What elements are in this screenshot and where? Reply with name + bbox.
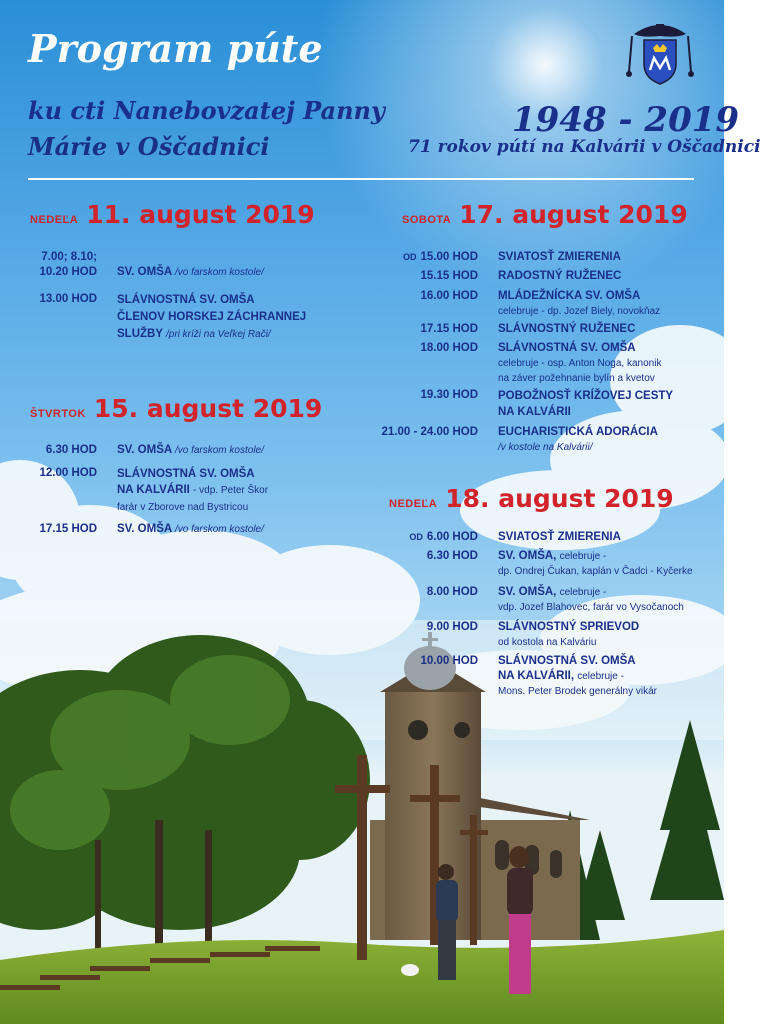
entry-time: 7.00; 8.10; 10.20 HOD (39, 251, 97, 278)
entry-time: 12.00 HOD (39, 467, 97, 479)
entry-title: RADOSTNÝ RUŽENEC (498, 270, 622, 282)
entry-title: SVIATOSŤ ZMIERENIA (498, 531, 621, 543)
day-date: 11. august 2019 (86, 200, 315, 229)
day-date: 18. august 2019 (445, 484, 674, 513)
entry-time: 13.00 HOD (39, 293, 97, 305)
entry-time: 16.00 HOD (420, 290, 478, 302)
entry-title: SLÁVNOSTNÁ SV. OMŠA NA KALVÁRII, celebruje - Mons. Peter Brodek generálny vikár (498, 655, 657, 697)
entry-title: SLÁVNOSTNÁ SV. OMŠA NA KALVÁRII - vdp. Peter Škor farár v Zborove nad Bystricou (117, 468, 269, 513)
entry-time: 19.30 HOD (420, 389, 478, 401)
poster-title: Program púte (28, 26, 323, 71)
entry-title: MLÁDEŽNÍCKA SV. OMŠA celebruje - dp. Jozef Biely, novokňaz (498, 290, 661, 317)
years-range: 1948 - 2019 (512, 100, 740, 140)
entry-title: SLÁVNOSTNÝ SPRIEVOD od kostola na Kalváriu (498, 621, 640, 648)
subtitle-line-1: ku cti Nanebovzatej Panny (28, 96, 385, 125)
entry-time: 6.30 HOD (45, 444, 97, 456)
anniversary-text: 71 rokov pútí na Kalvárii v Oščadnici (408, 137, 761, 157)
day-heading (402, 200, 688, 229)
entry-title: POBOŽNOSŤ KRÍŽOVEJ CESTY NA KALVÁRII (498, 390, 674, 418)
entry-time: 9.00 HOD (426, 621, 478, 633)
day-heading (30, 200, 315, 229)
coat-of-arms-icon (626, 20, 694, 86)
entry-title: SV. OMŠA, celebruje - vdp. Jozef Blahovec, farár vo Vysočanoch (498, 586, 684, 613)
entry-time: 17.15 HOD (420, 323, 478, 335)
entry-title: SV. OMŠA /vo farskom kostole/ (117, 444, 264, 456)
entry-title: EUCHARISTICKÁ ADORÁCIA /v kostole na Kalvárii/ (498, 426, 658, 453)
entry-time: 15.15 HOD (420, 270, 478, 282)
day-date: 17. august 2019 (459, 200, 688, 229)
entry-title: SV. OMŠA, celebruje - dp. Ondrej Čukan, kaplán v Čadci - Kyčerke (498, 550, 693, 577)
entry-title: SLÁVNOSTNÁ SV. OMŠA celebruje - osp. Anton Noga, kanonik na záver požehnanie bylín a kvetov (498, 342, 662, 384)
entry-time: 8.00 HOD (426, 586, 478, 598)
subtitle-line-2: Márie v Oščadnici (28, 132, 270, 161)
entry-title: SV. OMŠA /vo farskom kostole/ (117, 266, 264, 278)
day-date: 15. august 2019 (93, 394, 323, 423)
day-name: ŠTVRTOK (30, 408, 86, 420)
entry-title: SVIATOSŤ ZMIERENIA (498, 251, 621, 263)
entry-time: 18.00 HOD (420, 342, 478, 354)
day-heading (30, 394, 322, 423)
day-name: NEDEĽA (30, 214, 79, 226)
day-name: NEDEĽA (389, 498, 438, 510)
entry-time: 21.00 - 24.00 HOD (381, 426, 478, 438)
entry-time: 6.30 HOD (426, 550, 478, 562)
entry-title: SV. OMŠA /vo farskom kostole/ (117, 523, 264, 535)
day-heading (389, 484, 674, 513)
entry-time: 17.15 HOD (39, 523, 97, 535)
entry-time: OD 15.00 HOD (402, 251, 478, 263)
header-divider (28, 178, 694, 180)
entry-time: OD 6.00 HOD (409, 531, 478, 543)
entry-title: SLÁVNOSTNÁ SV. OMŠA ČLENOV HORSKEJ ZÁCHRANNEJ SLUŽBY /pri kríži na Veľkej Rači/ (117, 294, 307, 340)
day-name: SOBOTA (402, 214, 452, 226)
entry-title: SLÁVNOSTNÝ RUŽENEC (498, 323, 636, 335)
entry-time: 10.00 HOD (420, 655, 478, 667)
